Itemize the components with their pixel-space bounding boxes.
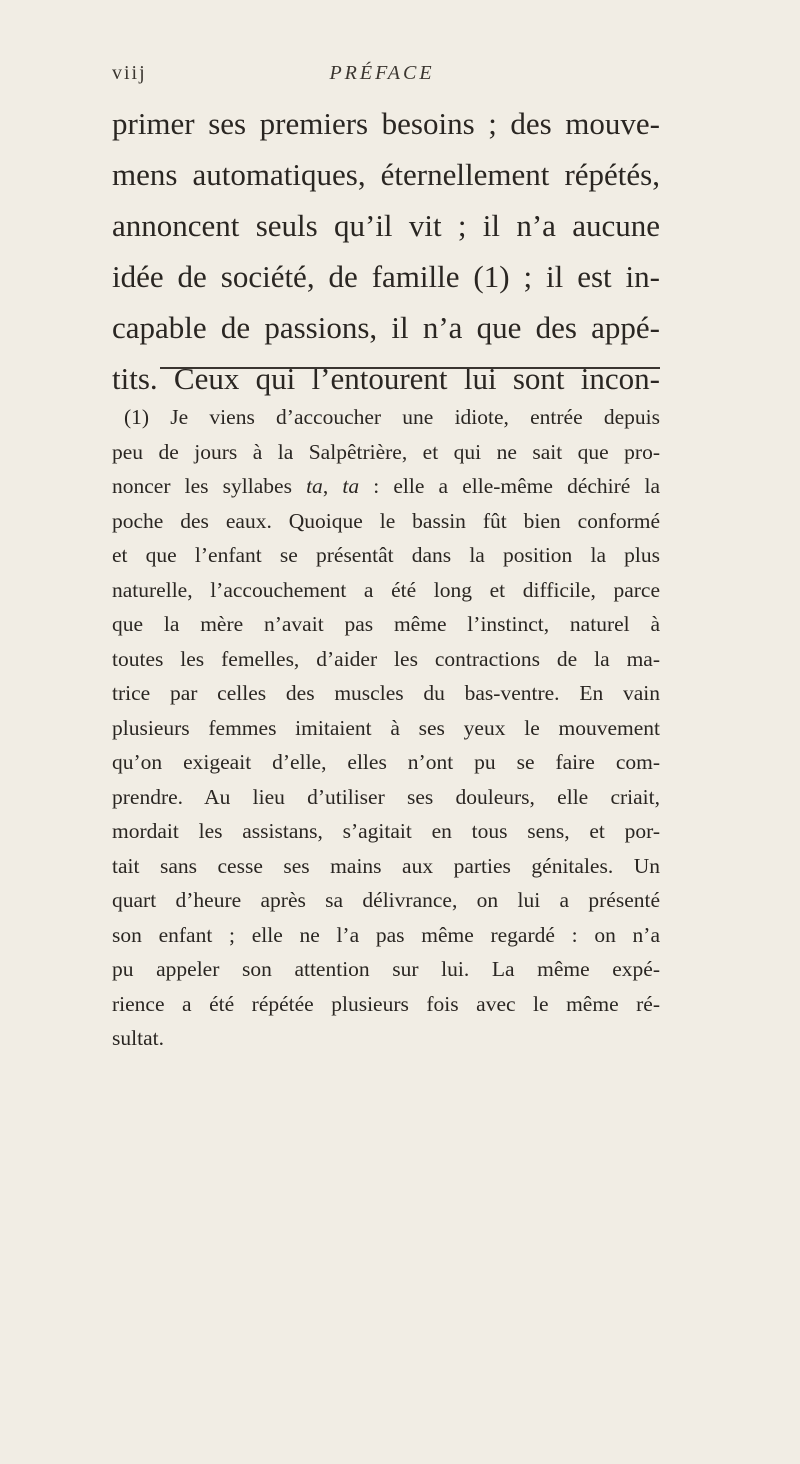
footnote-text: : elle a elle-même déchiré la bbox=[359, 474, 660, 498]
footnote-line: mordait les assistans, s’agitait en tous sens, et por- bbox=[112, 819, 660, 843]
footnote-line: qu’on exigeait d’elle, elles n’ont pu se faire com- bbox=[112, 750, 660, 774]
footnote-line bbox=[112, 469, 660, 504]
footnote-line: et que l’enfant se présentât dans la position la plus bbox=[112, 543, 660, 567]
footnote-line: pu appeler son attention sur lui. La même expé- bbox=[112, 957, 660, 981]
footnote-rule bbox=[160, 367, 660, 369]
footnote-text: , bbox=[322, 474, 343, 498]
footnote-line: (1) Je viens d’accoucher une idiote, entrée depuis bbox=[124, 405, 660, 429]
footnote-line: tait sans cesse ses mains aux parties génitales. Un bbox=[112, 853, 660, 878]
running-head bbox=[112, 62, 652, 92]
footnote-line: plusieurs femmes imitaient à ses yeux le mouvement bbox=[112, 715, 660, 740]
main-text bbox=[112, 98, 660, 404]
main-text-line: tits. Ceux qui l’entourent lui sont incon- bbox=[112, 361, 660, 396]
footnote-line: son enfant ; elle ne l’a pas même regardé : on n’a bbox=[112, 922, 660, 947]
italic-syllable: ta bbox=[342, 474, 360, 498]
footnote-line: trice par celles des muscles du bas-ventre. En vain bbox=[112, 681, 660, 705]
main-text-line: primer ses premiers besoins ; des mouve- bbox=[112, 106, 660, 141]
footnote-line: que la mère n’avait pas même l’instinct, naturel à bbox=[112, 612, 660, 636]
footnote-line: prendre. Au lieu d’utiliser ses douleurs, elle criait, bbox=[112, 784, 660, 809]
footnote-line: peu de jours à la Salpêtrière, et qui ne sait que pro- bbox=[112, 439, 660, 464]
footnote-line: sultat. bbox=[112, 1026, 164, 1050]
main-text-line: idée de société, de famille (1) ; il est in- bbox=[112, 259, 660, 294]
main-text-line: mens automatiques, éternellement répétés, bbox=[112, 157, 660, 192]
footnote-line: poche des eaux. Quoique le bassin fût bien conformé bbox=[112, 508, 660, 533]
footnote-text: noncer les syllabes bbox=[112, 474, 307, 498]
footnote bbox=[112, 400, 660, 1056]
section-title: PRÉFACE bbox=[329, 62, 435, 84]
main-text-line: capable de passions, il n’a que des appé- bbox=[112, 310, 660, 345]
footnote-line: rience a été répétée plusieurs fois avec le même ré- bbox=[112, 991, 660, 1016]
footnote-line: naturelle, l’accouchement a été long et difficile, parce bbox=[112, 577, 660, 602]
main-text-line: annoncent seuls qu’il vit ; il n’a aucune bbox=[112, 208, 660, 243]
italic-syllable: ta bbox=[306, 474, 323, 498]
footnote-line: toutes les femelles, d’aider les contractions de la ma- bbox=[112, 646, 660, 671]
footnote-line: quart d’heure après sa délivrance, on lui a présenté bbox=[112, 888, 660, 912]
page-number: viij bbox=[112, 62, 147, 84]
